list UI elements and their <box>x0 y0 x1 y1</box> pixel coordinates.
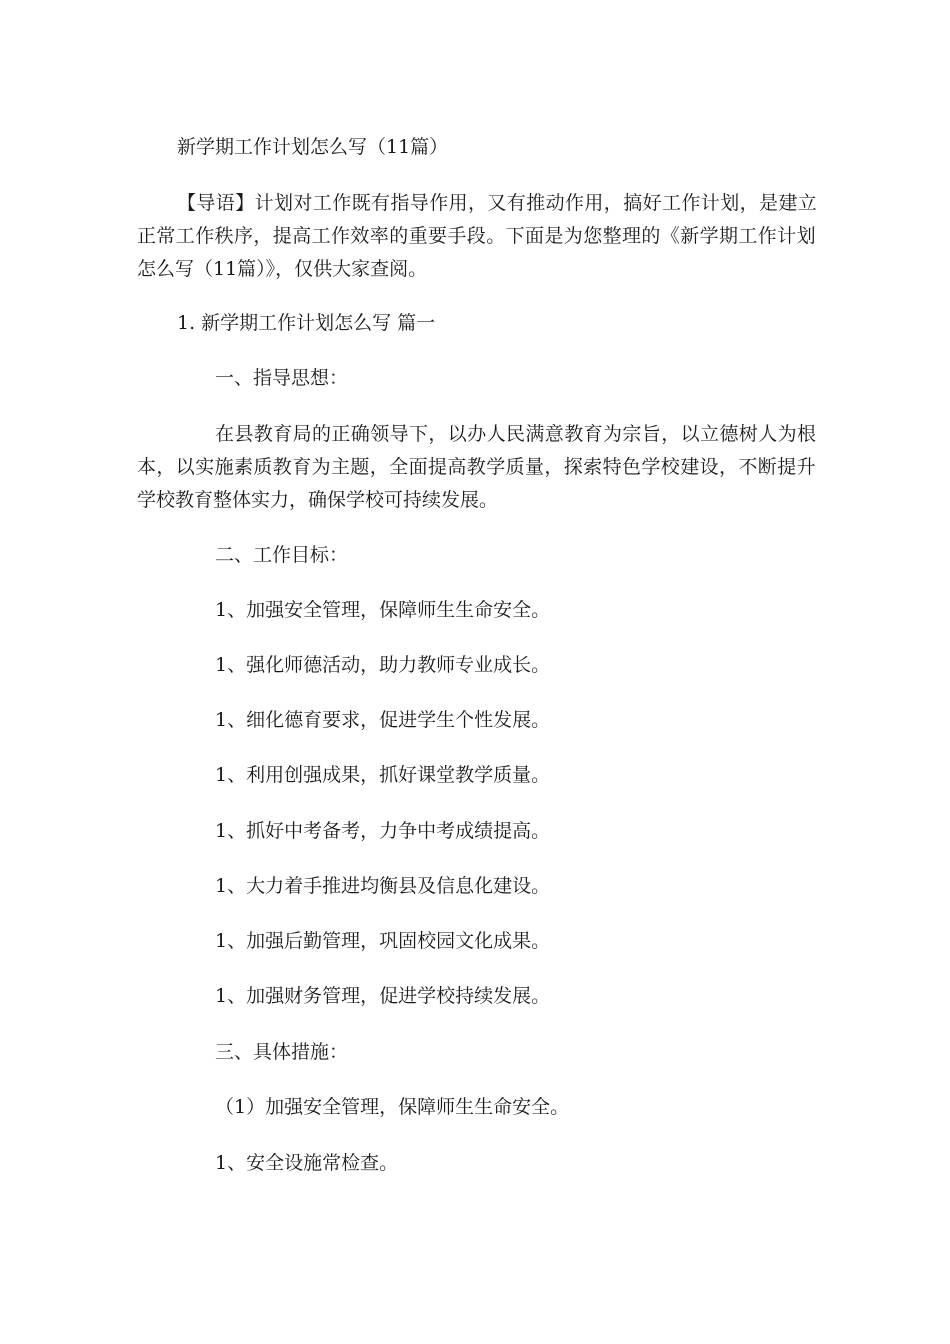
goal-item: 1、大力着手推进均衡县及信息化建设。 <box>215 875 551 897</box>
guide-line-3: 学校教育整体实力，确保学校可持续发展。 <box>137 489 499 511</box>
intro-line-1: 【导语】计划对工作既有指导作用，又有推动作用，搞好工作计划，是建立 <box>177 192 818 214</box>
goal-item: 1、细化德育要求，促进学生个性发展。 <box>215 709 551 731</box>
guide-line-1: 在县教育局的正确领导下，以办人民满意教育为宗旨，以立德树人为根 <box>215 423 817 445</box>
measures-first-item: 1、安全设施常检查。 <box>215 1152 399 1174</box>
measures-subheading: （1）加强安全管理，保障师生生命安全。 <box>215 1096 570 1118</box>
guide-heading: 一、指导思想： <box>215 367 349 389</box>
document-title: 新学期工作计划怎么写（11篇） <box>177 136 449 158</box>
guide-line-2: 本，以实施素质教育为主题，全面提高教学质量，探索特色学校建设，不断提升 <box>137 456 817 478</box>
goals-heading: 二、工作目标： <box>215 544 349 566</box>
section-heading: 1. 新学期工作计划怎么写 篇一 <box>177 312 436 334</box>
goal-item: 1、利用创强成果，抓好课堂教学质量。 <box>215 764 551 786</box>
intro-line-2: 正常工作秩序，提高工作效率的重要手段。下面是为您整理的《新学期工作计划 <box>137 225 817 247</box>
goal-item: 1、加强安全管理，保障师生生命安全。 <box>215 599 551 621</box>
goal-item: 1、强化师德活动，助力教师专业成长。 <box>215 654 551 676</box>
intro-line-3: 怎么写（11篇）》，仅供大家查阅。 <box>137 258 428 280</box>
measures-heading: 三、具体措施： <box>215 1041 349 1063</box>
goal-item: 1、抓好中考备考，力争中考成绩提高。 <box>215 820 551 842</box>
goal-item: 1、加强后勤管理，巩固校园文化成果。 <box>215 930 551 952</box>
goal-item: 1、加强财务管理，促进学校持续发展。 <box>215 985 551 1007</box>
